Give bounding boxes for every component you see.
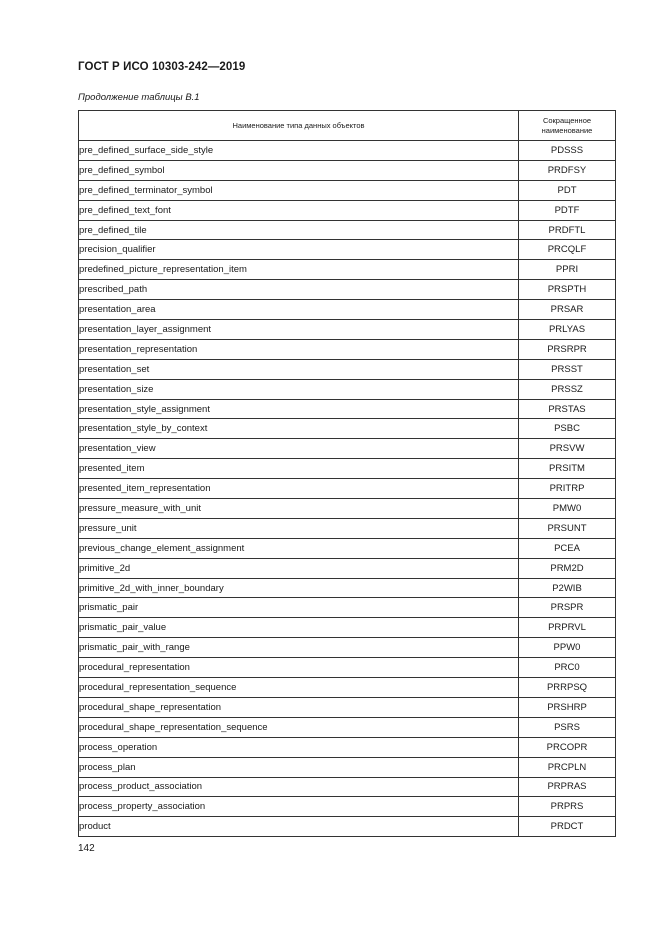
short-name-cell: PRM2D bbox=[519, 558, 616, 578]
table-row bbox=[79, 717, 616, 737]
short-name-cell: PRPRVL bbox=[519, 618, 616, 638]
table-row bbox=[79, 280, 616, 300]
table-row bbox=[79, 538, 616, 558]
table-row bbox=[79, 678, 616, 698]
short-name-cell: PRCQLF bbox=[519, 240, 616, 260]
table-row bbox=[79, 479, 616, 499]
short-name-cell: PRPRS bbox=[519, 797, 616, 817]
entity-name-cell: pre_defined_tile bbox=[79, 220, 519, 240]
short-name-cell: PRCOPR bbox=[519, 737, 616, 757]
entity-name-cell: primitive_2d_with_inner_boundary bbox=[79, 578, 519, 598]
entity-name-cell: prismatic_pair_with_range bbox=[79, 638, 519, 658]
entity-name-cell: presentation_view bbox=[79, 439, 519, 459]
entity-name-cell: pre_defined_symbol bbox=[79, 160, 519, 180]
table-row bbox=[79, 459, 616, 479]
entity-name-cell: process_operation bbox=[79, 737, 519, 757]
short-name-cell: PRLYAS bbox=[519, 320, 616, 340]
header-short-name-line1: Сокращенное bbox=[542, 115, 592, 125]
short-name-cell: PRSPTH bbox=[519, 280, 616, 300]
table-row bbox=[79, 220, 616, 240]
entity-name-cell: process_plan bbox=[79, 757, 519, 777]
entity-name-cell: presented_item bbox=[79, 459, 519, 479]
short-name-cell: PMW0 bbox=[519, 499, 616, 519]
table-row bbox=[79, 339, 616, 359]
table-row bbox=[79, 320, 616, 340]
entity-name-cell: procedural_representation bbox=[79, 658, 519, 678]
entity-name-cell: process_product_association bbox=[79, 777, 519, 797]
table-row bbox=[79, 160, 616, 180]
short-name-cell: PDT bbox=[519, 180, 616, 200]
document-header: ГОСТ Р ИСО 10303-242—2019 bbox=[78, 61, 246, 73]
table-row bbox=[79, 658, 616, 678]
entity-name-cell: presented_item_representation bbox=[79, 479, 519, 499]
entity-name-cell: presentation_representation bbox=[79, 339, 519, 359]
table-row bbox=[79, 260, 616, 280]
short-name-cell: PRSPR bbox=[519, 598, 616, 618]
table-row bbox=[79, 817, 616, 837]
short-name-cell: PSRS bbox=[519, 717, 616, 737]
table-header-row bbox=[79, 111, 616, 141]
short-name-cell: PRSTAS bbox=[519, 399, 616, 419]
table-row bbox=[79, 697, 616, 717]
table-row bbox=[79, 777, 616, 797]
short-name-cell: PRCPLN bbox=[519, 757, 616, 777]
short-name-cell: PRRPSQ bbox=[519, 678, 616, 698]
entity-name-cell: pre_defined_surface_side_style bbox=[79, 141, 519, 161]
table-row bbox=[79, 439, 616, 459]
short-name-cell: PPW0 bbox=[519, 638, 616, 658]
entity-name-cell: procedural_shape_representation bbox=[79, 697, 519, 717]
table-row bbox=[79, 399, 616, 419]
table-row bbox=[79, 200, 616, 220]
short-name-cell: PRDFSY bbox=[519, 160, 616, 180]
entity-name-cell: precision_qualifier bbox=[79, 240, 519, 260]
entity-name-cell: procedural_representation_sequence bbox=[79, 678, 519, 698]
entity-name-cell: pressure_unit bbox=[79, 518, 519, 538]
entity-name-cell: presentation_area bbox=[79, 300, 519, 320]
header-short-name-line2: наименование bbox=[541, 125, 593, 135]
short-name-cell: PCEA bbox=[519, 538, 616, 558]
entity-name-cell: presentation_set bbox=[79, 359, 519, 379]
entity-name-cell: prismatic_pair_value bbox=[79, 618, 519, 638]
page-number: 142 bbox=[78, 843, 95, 854]
table-row bbox=[79, 558, 616, 578]
table-row bbox=[79, 300, 616, 320]
short-name-cell: PRSVW bbox=[519, 439, 616, 459]
table-row bbox=[79, 518, 616, 538]
short-name-cell: PRSUNT bbox=[519, 518, 616, 538]
table-row bbox=[79, 578, 616, 598]
table-row bbox=[79, 180, 616, 200]
short-name-cell: PRDFTL bbox=[519, 220, 616, 240]
short-name-cell: PRSST bbox=[519, 359, 616, 379]
entity-name-cell: primitive_2d bbox=[79, 558, 519, 578]
short-name-cell: PDSSS bbox=[519, 141, 616, 161]
short-name-cell: PRSHRP bbox=[519, 697, 616, 717]
short-name-cell: PRC0 bbox=[519, 658, 616, 678]
header-short-name bbox=[519, 111, 616, 141]
short-name-cell: P2WIB bbox=[519, 578, 616, 598]
table-row bbox=[79, 419, 616, 439]
short-name-cell: PRSSZ bbox=[519, 379, 616, 399]
short-name-cell: PRPRAS bbox=[519, 777, 616, 797]
entity-name-cell: presentation_size bbox=[79, 379, 519, 399]
short-name-cell: PRDCT bbox=[519, 817, 616, 837]
entity-name-cell: pre_defined_text_font bbox=[79, 200, 519, 220]
table-body bbox=[79, 141, 616, 837]
table-row bbox=[79, 499, 616, 519]
header-entity-name: Наименование типа данных объектов bbox=[79, 111, 519, 141]
entity-name-cell: procedural_shape_representation_sequence bbox=[79, 717, 519, 737]
short-name-cell: PPRI bbox=[519, 260, 616, 280]
short-name-cell: PRITRP bbox=[519, 479, 616, 499]
table-row bbox=[79, 757, 616, 777]
table-row bbox=[79, 618, 616, 638]
entity-name-cell: pre_defined_terminator_symbol bbox=[79, 180, 519, 200]
short-name-cell: PRSAR bbox=[519, 300, 616, 320]
entity-name-cell: process_property_association bbox=[79, 797, 519, 817]
table-caption: Продолжение таблицы В.1 bbox=[78, 92, 200, 103]
short-name-cell: PRSITM bbox=[519, 459, 616, 479]
table-row bbox=[79, 379, 616, 399]
table-row bbox=[79, 638, 616, 658]
entity-name-cell: presentation_style_by_context bbox=[79, 419, 519, 439]
entity-name-cell: presentation_style_assignment bbox=[79, 399, 519, 419]
entity-name-cell: presentation_layer_assignment bbox=[79, 320, 519, 340]
short-name-cell: PDTF bbox=[519, 200, 616, 220]
table-row bbox=[79, 141, 616, 161]
entity-name-cell: product bbox=[79, 817, 519, 837]
short-name-cell: PRSRPR bbox=[519, 339, 616, 359]
table-row bbox=[79, 797, 616, 817]
table-row bbox=[79, 737, 616, 757]
entity-name-cell: prescribed_path bbox=[79, 280, 519, 300]
entity-name-cell: previous_change_element_assignment bbox=[79, 538, 519, 558]
table-row bbox=[79, 598, 616, 618]
entity-name-cell: prismatic_pair bbox=[79, 598, 519, 618]
entity-name-cell: pressure_measure_with_unit bbox=[79, 499, 519, 519]
table-row bbox=[79, 240, 616, 260]
short-name-cell: PSBC bbox=[519, 419, 616, 439]
abbreviation-table bbox=[78, 110, 616, 837]
entity-name-cell: predefined_picture_representation_item bbox=[79, 260, 519, 280]
table-row bbox=[79, 359, 616, 379]
